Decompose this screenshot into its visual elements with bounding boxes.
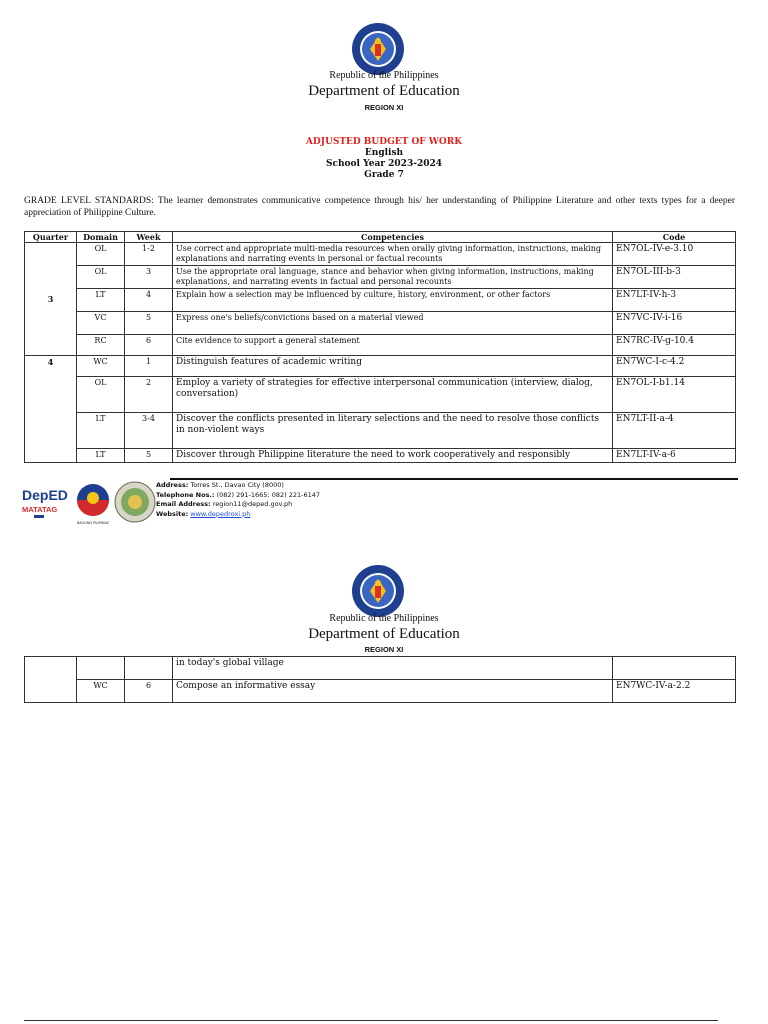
code-cell: EN7OL-I-b1.14	[613, 377, 736, 413]
week-cell: 5	[125, 312, 173, 335]
week-cell: 1	[125, 356, 173, 377]
page-2	[0, 540, 768, 1024]
domain-cell: WC	[77, 680, 125, 703]
deped-matatag-logo-icon	[20, 482, 68, 522]
footer-rule	[170, 478, 738, 480]
quarter-cell: 3	[25, 243, 77, 356]
telephone-value: (082) 291-1665; 082) 221-6147	[216, 490, 320, 499]
table-row	[25, 312, 736, 335]
code-cell: EN7LT-IV-a-6	[613, 449, 736, 463]
competency-cell: Employ a variety of strategies for effective interpersonal communication (interview, dialog, conversation)	[173, 377, 613, 413]
email-value: region11@deped.gov.ph	[212, 500, 293, 508]
code-cell: EN7WC-IV-a-2.2	[613, 680, 736, 703]
domain-cell: OL	[77, 266, 125, 289]
competency-cell: Cite evidence to support a general statement	[173, 335, 613, 356]
school-year-label: School Year 2023-2024	[326, 159, 442, 169]
table-row	[25, 243, 736, 266]
page-footer	[20, 478, 720, 528]
competency-cell: Distinguish features of academic writing	[173, 356, 613, 377]
address-value: Torres St., Davao City (8000)	[190, 481, 284, 489]
competency-cell: Discover the conflicts presented in literary selections and the need to resolve those conflicts in non-violent ways	[173, 413, 613, 449]
subject-label: English	[364, 148, 404, 158]
code-cell: EN7WC-I-c-4.2	[613, 356, 736, 377]
quarter-cell: 4	[25, 356, 77, 463]
republic-label: Republic of the Philippines	[329, 613, 439, 624]
competency-cell: Compose an informative essay	[173, 680, 613, 703]
week-cell: 2	[125, 377, 173, 413]
competency-cell: Express one's beliefs/convictions based on a material viewed	[173, 312, 613, 335]
domain-cell: OL	[77, 243, 125, 266]
domain-cell	[77, 657, 125, 680]
week-cell: 4	[125, 289, 173, 312]
code-cell: EN7VC-IV-i-16	[613, 312, 736, 335]
domain-cell: RC	[77, 335, 125, 356]
table-row	[25, 377, 736, 413]
budget-table-continuation	[24, 656, 736, 703]
table-row	[25, 449, 736, 463]
code-cell: EN7OL-III-b-3	[613, 266, 736, 289]
deped-seal-icon	[351, 564, 405, 618]
table-row	[25, 289, 736, 312]
table-row	[25, 657, 736, 680]
code-cell: EN7LT-IV-h-3	[613, 289, 736, 312]
domain-cell: WC	[77, 356, 125, 377]
week-cell: 3	[125, 266, 173, 289]
header-competencies: Competencies	[173, 232, 613, 243]
bagong-pilipinas-text: BAGONG PILIPINAS	[76, 521, 110, 525]
telephone-label: Telephone Nos.:	[156, 490, 215, 499]
department-title: Department of Education	[308, 626, 460, 642]
header-week: Week	[125, 232, 173, 243]
table-row	[25, 356, 736, 377]
domain-cell: VC	[77, 312, 125, 335]
republic-label: Republic of the Philippines	[329, 70, 439, 81]
week-cell: 5	[125, 449, 173, 463]
table-row	[25, 413, 736, 449]
competency-cell: Use correct and appropriate multi-media resources when orally giving information, instructions, making explanations and narrating events in personal or factual recounts	[173, 243, 613, 266]
week-cell: 1-2	[125, 243, 173, 266]
bagong-pilipinas-logo-icon	[74, 482, 112, 526]
bottom-rule	[24, 1020, 718, 1021]
table-row	[25, 680, 736, 703]
competency-cell: Discover through Philippine literature the need to work cooperatively and responsibly	[173, 449, 613, 463]
website-label: Website:	[156, 509, 189, 518]
domain-cell: LT	[77, 449, 125, 463]
header-quarter: Quarter	[25, 232, 77, 243]
competency-cell: Explain how a selection may be influenced by culture, history, environment, or other factors	[173, 289, 613, 312]
competency-cell: in today's global village	[173, 657, 613, 680]
region-xi-seal-icon	[114, 481, 156, 523]
deped-logo-text: DepED	[22, 487, 68, 503]
code-cell	[613, 657, 736, 680]
grade-label: Grade 7	[364, 170, 404, 180]
budget-table	[24, 231, 736, 463]
email-label: Email Address:	[156, 500, 211, 508]
code-cell: EN7RC-IV-g-10.4	[613, 335, 736, 356]
code-cell: EN7LT-II-a-4	[613, 413, 736, 449]
quarter-cell	[25, 657, 77, 703]
competency-cell: Use the appropriate oral language, stance and behavior when giving information, instructions, making explanations, and narrating events in factual and personal recounts	[173, 266, 613, 289]
contact-block	[156, 481, 320, 519]
region-label: REGION XI	[364, 103, 404, 112]
week-cell	[125, 657, 173, 680]
department-title: Department of Education	[308, 83, 460, 99]
matatag-text: MATATAG	[22, 505, 58, 514]
document-title: ADJUSTED BUDGET OF WORK	[305, 137, 463, 147]
grade-level-standards: GRADE LEVEL STANDARDS: The learner demonstrates communicative competence through his/ her understanding of Philippine Literature and other texts types for a deeper appreciation of Philippine Culture.	[24, 196, 735, 218]
table-header-row	[25, 232, 736, 243]
address-label: Address:	[156, 481, 189, 489]
website-link[interactable]: www.depedroxi.ph	[190, 509, 251, 518]
week-cell: 6	[125, 680, 173, 703]
table-row	[25, 266, 736, 289]
table-row	[25, 335, 736, 356]
header-code: Code	[613, 232, 736, 243]
domain-cell: LT	[77, 413, 125, 449]
domain-cell: OL	[77, 377, 125, 413]
domain-cell: LT	[77, 289, 125, 312]
week-cell: 6	[125, 335, 173, 356]
deped-seal-icon	[351, 22, 405, 76]
region-label: REGION XI	[364, 645, 404, 654]
week-cell: 3-4	[125, 413, 173, 449]
code-cell: EN7OL-IV-e-3.10	[613, 243, 736, 266]
header-domain: Domain	[77, 232, 125, 243]
